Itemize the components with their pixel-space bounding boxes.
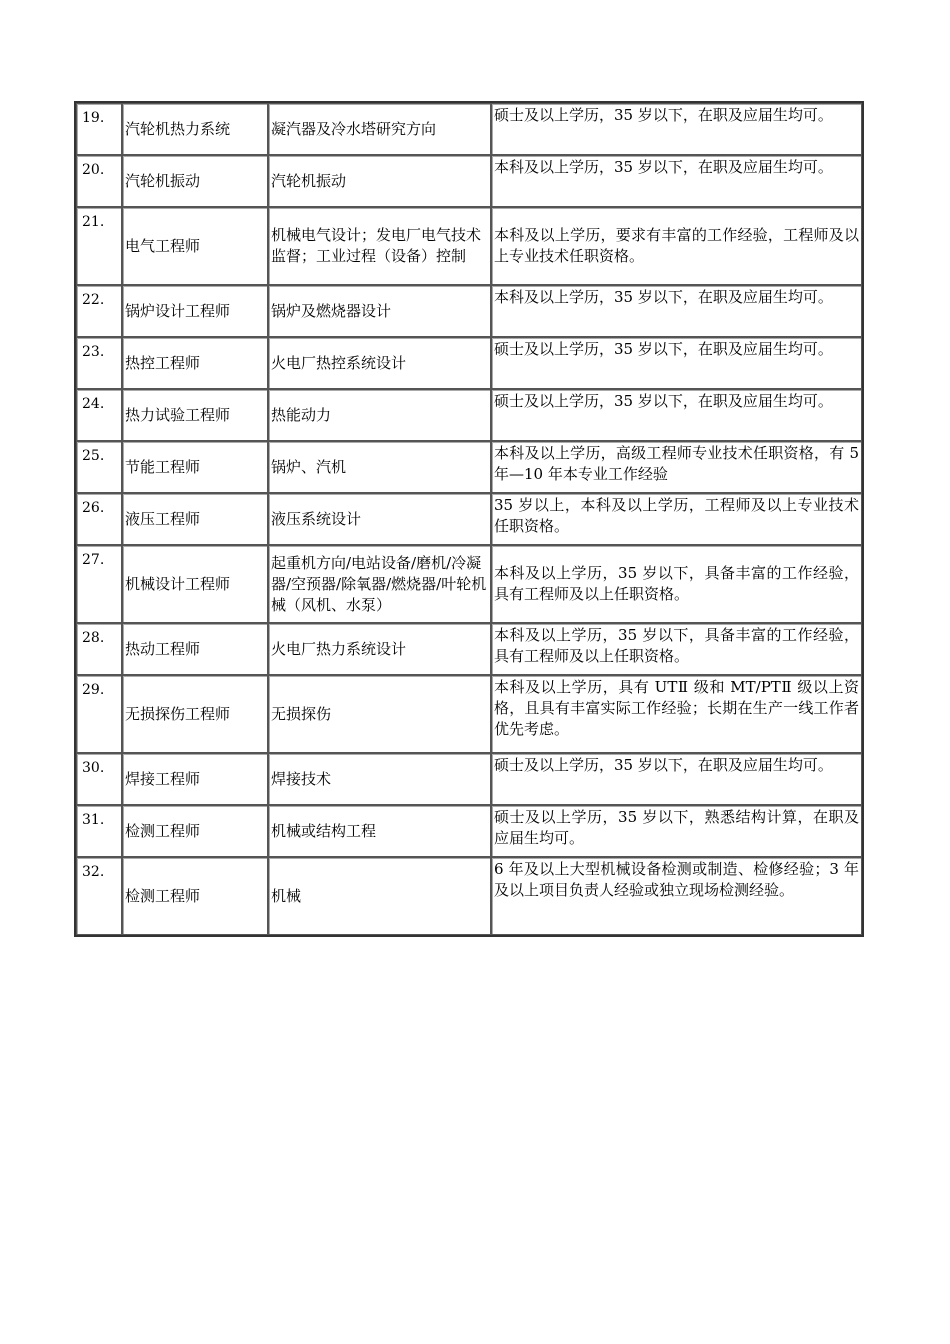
table-row xyxy=(76,207,862,285)
table-row xyxy=(76,337,862,389)
research-direction: 火电厂热力系统设计 xyxy=(268,623,491,675)
table-row xyxy=(76,857,862,935)
row-number: 24. xyxy=(76,389,122,441)
requirement: 本科及以上学历，35 岁以下，在职及应届生均可。 xyxy=(491,155,862,207)
position-title: 节能工程师 xyxy=(122,441,268,493)
row-number: 21. xyxy=(76,207,122,285)
position-title: 机械设计工程师 xyxy=(122,545,268,623)
position-title: 热控工程师 xyxy=(122,337,268,389)
research-direction: 无损探伤 xyxy=(268,675,491,753)
research-direction: 汽轮机振动 xyxy=(268,155,491,207)
table-row xyxy=(76,389,862,441)
table-row xyxy=(76,103,862,155)
row-number: 20. xyxy=(76,155,122,207)
row-number: 23. xyxy=(76,337,122,389)
requirement: 35 岁以上，本科及以上学历，工程师及以上专业技术任职资格。 xyxy=(491,493,862,545)
position-title: 焊接工程师 xyxy=(122,753,268,805)
research-direction: 机械 xyxy=(268,857,491,935)
position-title: 电气工程师 xyxy=(122,207,268,285)
table-row xyxy=(76,753,862,805)
requirement: 本科及以上学历，要求有丰富的工作经验，工程师及以上专业技术任职资格。 xyxy=(491,207,862,285)
row-number: 32. xyxy=(76,857,122,935)
research-direction: 机械或结构工程 xyxy=(268,805,491,857)
row-number: 25. xyxy=(76,441,122,493)
row-number: 22. xyxy=(76,285,122,337)
requirement: 本科及以上学历，高级工程师专业技术任职资格，有 5 年—10 年本专业工作经验 xyxy=(491,441,862,493)
research-direction: 锅炉及燃烧器设计 xyxy=(268,285,491,337)
research-direction: 起重机方向/电站设备/磨机/冷凝器/空预器/除氧器/燃烧器/叶轮机械（风机、水泵） xyxy=(268,545,491,623)
research-direction: 机械电气设计；发电厂电气技术监督；工业过程（设备）控制 xyxy=(268,207,491,285)
position-title: 液压工程师 xyxy=(122,493,268,545)
position-title: 热力试验工程师 xyxy=(122,389,268,441)
row-number: 27. xyxy=(76,545,122,623)
row-number: 19. xyxy=(76,103,122,155)
requirement: 本科及以上学历，具有 UTⅡ 级和 MT/PTⅡ 级以上资格，且具有丰富实际工作经验；长期在生产一线工作者优先考虑。 xyxy=(491,675,862,753)
position-title: 检测工程师 xyxy=(122,857,268,935)
research-direction: 锅炉、汽机 xyxy=(268,441,491,493)
position-title: 汽轮机振动 xyxy=(122,155,268,207)
row-number: 28. xyxy=(76,623,122,675)
table-row xyxy=(76,545,862,623)
requirement: 硕士及以上学历，35 岁以下，熟悉结构计算，在职及应届生均可。 xyxy=(491,805,862,857)
requirement: 硕士及以上学历，35 岁以下，在职及应届生均可。 xyxy=(491,753,862,805)
requirement: 硕士及以上学历，35 岁以下，在职及应届生均可。 xyxy=(491,103,862,155)
requirement: 本科及以上学历，35 岁以下，具备丰富的工作经验，具有工程师及以上任职资格。 xyxy=(491,545,862,623)
table-row xyxy=(76,285,862,337)
requirement: 本科及以上学历，35 岁以下，具备丰富的工作经验，具有工程师及以上任职资格。 xyxy=(491,623,862,675)
position-title: 锅炉设计工程师 xyxy=(122,285,268,337)
row-number: 30. xyxy=(76,753,122,805)
research-direction: 凝汽器及冷水塔研究方向 xyxy=(268,103,491,155)
research-direction: 液压系统设计 xyxy=(268,493,491,545)
table-row xyxy=(76,441,862,493)
table-row xyxy=(76,623,862,675)
row-number: 31. xyxy=(76,805,122,857)
research-direction: 热能动力 xyxy=(268,389,491,441)
table-row xyxy=(76,493,862,545)
position-title: 汽轮机热力系统 xyxy=(122,103,268,155)
table-row xyxy=(76,155,862,207)
position-title: 热动工程师 xyxy=(122,623,268,675)
row-number: 26. xyxy=(76,493,122,545)
position-title: 检测工程师 xyxy=(122,805,268,857)
positions-table xyxy=(74,101,864,937)
requirement: 本科及以上学历，35 岁以下，在职及应届生均可。 xyxy=(491,285,862,337)
research-direction: 焊接技术 xyxy=(268,753,491,805)
row-number: 29. xyxy=(76,675,122,753)
requirement: 硕士及以上学历，35 岁以下，在职及应届生均可。 xyxy=(491,337,862,389)
position-title: 无损探伤工程师 xyxy=(122,675,268,753)
requirement: 硕士及以上学历，35 岁以下，在职及应届生均可。 xyxy=(491,389,862,441)
requirement: 6 年及以上大型机械设备检测或制造、检修经验；3 年及以上项目负责人经验或独立现场检测经验。 xyxy=(491,857,862,935)
table-row xyxy=(76,805,862,857)
table-row xyxy=(76,675,862,753)
research-direction: 火电厂热控系统设计 xyxy=(268,337,491,389)
